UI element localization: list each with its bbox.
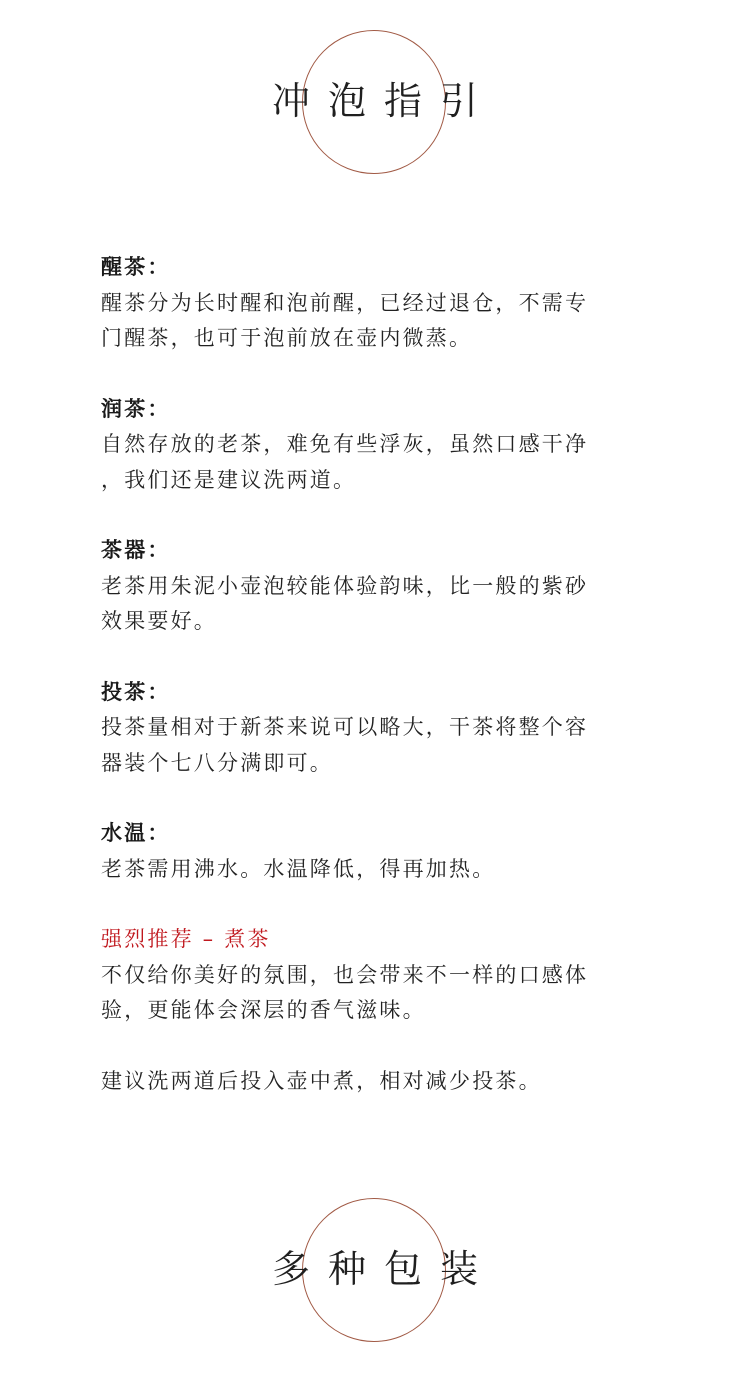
section-body <box>101 569 661 640</box>
section-line: ，我们还是建议洗两道。 <box>101 467 357 492</box>
section-line: 器装个七八分满即可。 <box>101 750 333 775</box>
section-body <box>101 958 661 1029</box>
section-heading: 投茶： <box>101 679 171 704</box>
section-line: 醒茶分为长时醒和泡前醒，已经过退仓，不需专 <box>101 290 589 315</box>
section-line: 老茶需用沸水。水温降低，得再加热。 <box>101 856 496 881</box>
brewing-guide-content <box>101 250 661 1134</box>
section-line: 自然存放的老茶，难免有些浮灰，虽然口感干净 <box>101 432 589 456</box>
section-line: 门醒茶，也可于泡前放在壶内微蒸。 <box>101 326 473 350</box>
section-body <box>101 427 661 498</box>
section-heading-highlight: 强烈推荐 – 煮茶 <box>101 927 271 951</box>
section-line: 不仅给你美好的氛围，也会带来不一样的口感体 <box>101 962 589 987</box>
section-body <box>101 852 661 888</box>
section-heading: 润茶： <box>101 396 171 421</box>
section-line: 效果要好。 <box>101 609 217 633</box>
section-heading: 茶器： <box>101 538 171 562</box>
section-line: 投茶量相对于新茶来说可以略大，干茶将整个容 <box>101 715 589 739</box>
section-body <box>101 286 661 357</box>
section-body <box>101 1064 661 1100</box>
section-title: 多种包装 <box>271 1247 496 1291</box>
section-water-temp <box>101 816 661 887</box>
section-teaware <box>101 533 661 640</box>
section-boil-tip <box>101 1064 661 1100</box>
section-line: 建议洗两道后投入壶中煮，相对减少投茶。 <box>101 1068 542 1093</box>
section-rinse-tea <box>101 392 661 499</box>
top-title-block <box>0 30 750 180</box>
section-heading: 醒茶： <box>101 255 171 279</box>
section-wake-tea <box>101 250 661 357</box>
section-tea-amount <box>101 675 661 782</box>
bottom-title-block <box>0 1198 750 1348</box>
section-line: 老茶用朱泥小壶泡较能体验韵味，比一般的紫砂 <box>101 573 589 598</box>
section-body <box>101 710 661 781</box>
section-recommend-boil <box>101 922 661 1029</box>
page-title: 冲泡指引 <box>271 79 496 123</box>
section-line: 验，更能体会深层的香气滋味。 <box>101 998 426 1022</box>
section-heading: 水温： <box>101 821 171 845</box>
